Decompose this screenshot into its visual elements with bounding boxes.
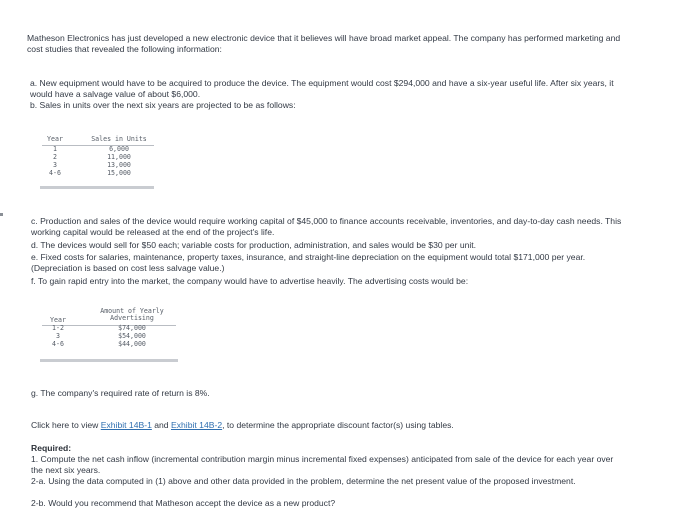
item-e: e. Fixed costs for salaries, maintenance, property taxes, insurance, and straight-line depreciation on the equipment would total $171,000 per year. (Depreciation is based on cost less salvage value.) <box>31 252 586 273</box>
sales-table-bottom-rule <box>40 186 154 189</box>
intro-paragraph: Matheson Electronics has just developed a new electronic device that it believes will have broad market appeal. The company has performed marketing and cost studies that revealed the following information: <box>27 33 621 54</box>
exhibit-text-before: Click here to view <box>31 420 101 430</box>
sales-table <box>40 136 158 194</box>
sales-table-header-year: Year <box>47 135 63 143</box>
ad-table-bottom-rule <box>40 359 178 362</box>
sales-row-units: 11,000 <box>107 153 131 161</box>
exhibit-text-after: , to determine the appropriate discount factor(s) using tables. <box>222 420 454 430</box>
ad-table-header-amount: Amount of Yearly Advertising <box>100 307 164 323</box>
sales-row-year: 1 <box>53 145 57 153</box>
required-heading: Required: <box>31 443 72 453</box>
sales-row-year: 3 <box>53 161 57 169</box>
item-d: d. The devices would sell for $50 each; variable costs for production, administration, and sales would be $30 per unit. <box>31 240 477 250</box>
item-g: g. The company's required rate of return is 8%. <box>31 388 210 398</box>
sales-row-year: 2 <box>53 153 57 161</box>
exhibit-14b2-link[interactable]: Exhibit 14B-2 <box>170 420 223 430</box>
sales-table-header-units: Sales in Units <box>91 135 147 143</box>
required-q2a: 2-a. Using the data computed in (1) above and other data provided in the problem, determine the net present value of the proposed investment. <box>31 476 576 486</box>
ad-table-header-year: Year <box>50 316 66 324</box>
exhibit-14b1-link[interactable]: Exhibit 14B-1 <box>100 420 152 430</box>
exhibit-instruction <box>31 420 651 431</box>
sales-row-year: 4-6 <box>49 169 61 177</box>
item-f: f. To gain rapid entry into the market, the company would have to advertise heavily. The advertising costs would be: <box>31 276 469 286</box>
ad-row-year: 3 <box>56 332 60 340</box>
advertising-table <box>40 308 180 366</box>
left-edge-marker <box>0 213 3 216</box>
ad-row-amount: $74,000 <box>118 324 146 332</box>
item-a: a. New equipment would have to be acquired to produce the device. The equipment would cost $294,000 and have a six-year useful life. After six years, it would have a salvage value of about $6,000. <box>30 78 614 99</box>
sales-row-units: 13,000 <box>107 161 131 169</box>
ad-row-amount: $44,000 <box>118 340 146 348</box>
ad-row-amount: $54,000 <box>118 332 146 340</box>
sales-row-units: 6,000 <box>109 145 129 153</box>
required-q2b: 2-b. Would you recommend that Matheson accept the device as a new product? <box>31 498 336 508</box>
ad-row-year: 1-2 <box>52 324 64 332</box>
item-c: c. Production and sales of the device would require working capital of $45,000 to finance accounts receivable, inventories, and day-to-day cash needs. This working capital would be released at the end of the project's life. <box>31 216 622 237</box>
sales-row-units: 15,000 <box>107 169 131 177</box>
required-q1: 1. Compute the net cash inflow (incremental contribution margin minus incremental fixed expenses) anticipated from sale of the device for each year over the next six years. <box>31 454 614 475</box>
exhibit-text-middle: and <box>151 420 171 430</box>
ad-row-year: 4-6 <box>52 340 64 348</box>
item-b: b. Sales in units over the next six years are projected to be as follows: <box>30 100 296 110</box>
